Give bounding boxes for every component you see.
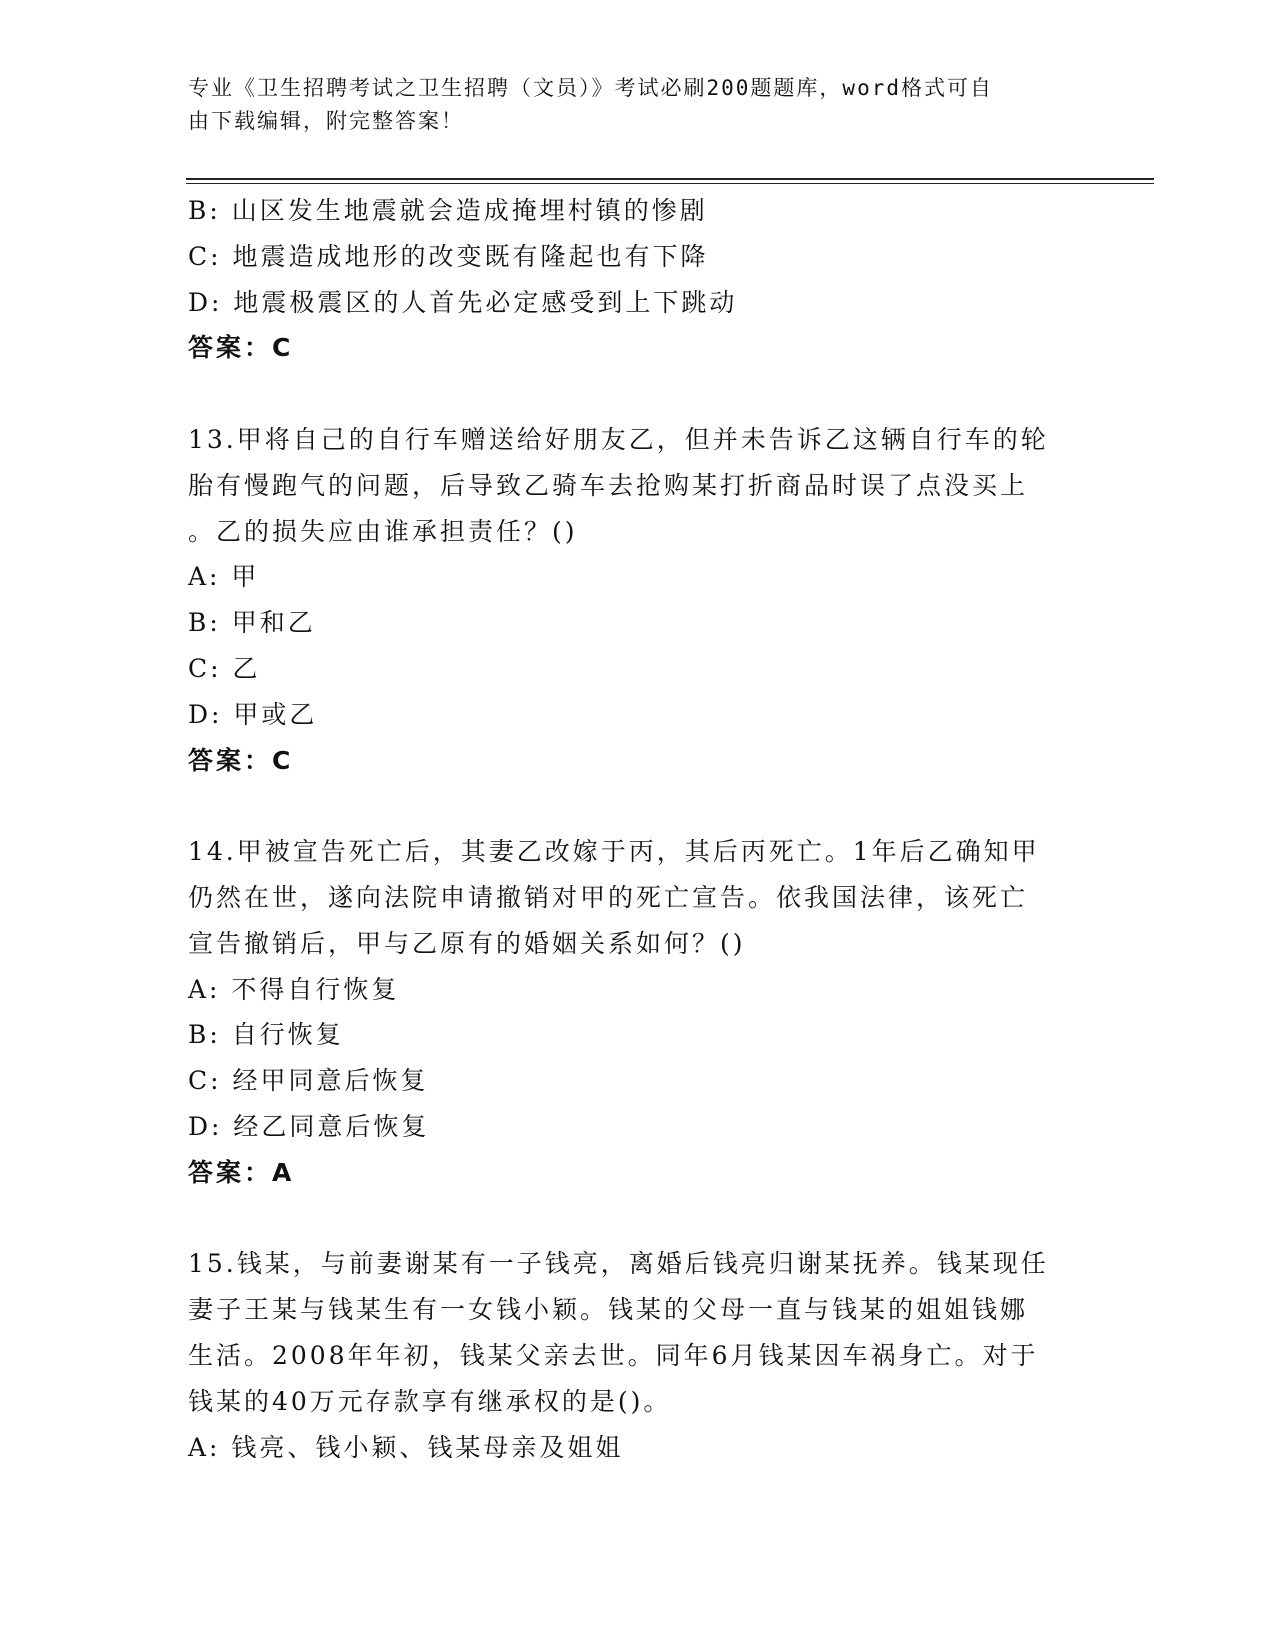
question-text-line: 。乙的损失应由谁承担责任？() — [188, 516, 578, 546]
option-b: B: 自行恢复 — [188, 1020, 344, 1050]
spacer — [188, 371, 1088, 417]
question-14 — [188, 829, 1088, 1195]
question-text-line: 仍然在世，遂向法院申请撤销对甲的死亡宣告。依我国法律，该死亡 — [188, 882, 1029, 912]
spacer — [188, 1196, 1088, 1242]
question-15 — [188, 1241, 1088, 1470]
document-header — [188, 72, 1068, 138]
header-line-2: 由下载编辑，附完整答案！ — [188, 109, 464, 133]
option-c: C: 地震造成地形的改变既有隆起也有下降 — [188, 241, 709, 271]
question-12-tail — [188, 188, 1088, 371]
question-text-line: 钱某的40万元存款享有继承权的是()。 — [188, 1386, 672, 1416]
answer-line: 答案：A — [188, 1157, 295, 1187]
question-text-line: 胎有慢跑气的问题，后导致乙骑车去抢购某打折商品时误了点没买上 — [188, 470, 1029, 500]
question-list — [188, 188, 1088, 1470]
answer-line: 答案：C — [188, 333, 294, 363]
option-a: A: 甲 — [188, 562, 260, 592]
question-text-line: 生活。2008年年初，钱某父亲去世。同年6月钱某因车祸身亡。对于 — [188, 1340, 1039, 1370]
question-13 — [188, 417, 1088, 783]
option-d: D: 经乙同意后恢复 — [188, 1111, 430, 1141]
option-d: D: 地震极震区的人首先必定感受到上下跳动 — [188, 287, 738, 317]
question-text-line: 宣告撤销后，甲与乙原有的婚姻关系如何？() — [188, 928, 746, 958]
header-divider-thin — [186, 183, 1154, 184]
option-b: B: 甲和乙 — [188, 608, 316, 638]
question-text-line: 14.甲被宣告死亡后，其妻乙改嫁于丙，其后丙死亡。1年后乙确知甲 — [188, 837, 1040, 867]
option-c: C: 乙 — [188, 653, 261, 683]
header-divider-thick — [186, 178, 1154, 180]
spacer — [188, 783, 1088, 829]
question-text-line: 妻子王某与钱某生有一女钱小颖。钱某的父母一直与钱某的姐姐钱娜 — [188, 1295, 1029, 1325]
answer-line: 答案：C — [188, 745, 294, 775]
option-a: A: 不得自行恢复 — [188, 974, 400, 1004]
question-text-line: 15.钱某，与前妻谢某有一子钱亮，离婚后钱亮归谢某抚养。钱某现任 — [188, 1249, 1049, 1279]
header-line-1: 专业《卫生招聘考试之卫生招聘（文员）》考试必刷200题题库，word格式可自 — [188, 76, 993, 100]
option-d: D: 甲或乙 — [188, 699, 318, 729]
option-c: C: 经甲同意后恢复 — [188, 1066, 429, 1096]
question-text-line: 13.甲将自己的自行车赠送给好朋友乙，但并未告诉乙这辆自行车的轮 — [188, 424, 1049, 454]
option-a: A: 钱亮、钱小颖、钱某母亲及姐姐 — [188, 1432, 624, 1462]
option-b: B: 山区发生地震就会造成掩埋村镇的惨剧 — [188, 196, 708, 225]
